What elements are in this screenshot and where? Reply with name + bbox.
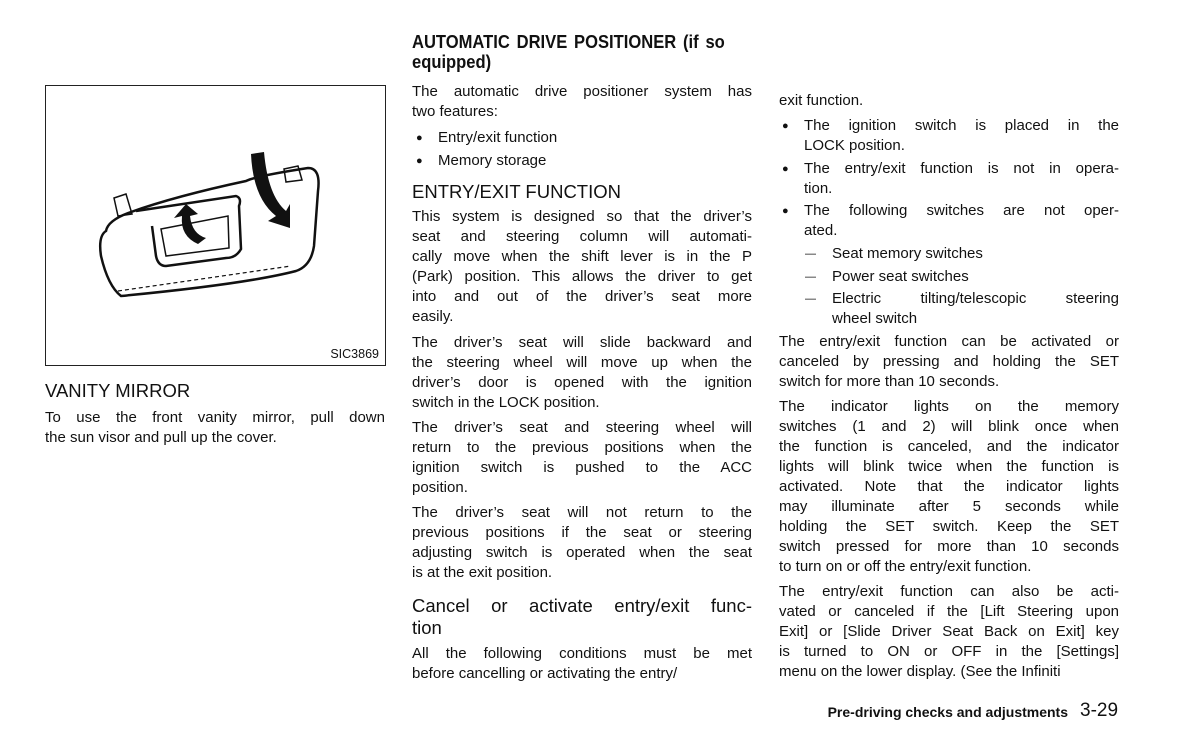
text-line: The indicator lights on the memory: [779, 398, 1119, 415]
bullet-icon: ●: [782, 163, 789, 175]
paragraph: [412, 503, 752, 583]
text-line: menu on the lower display. (See the Infiniti: [779, 663, 1061, 680]
heading-automatic-drive-positioner: [412, 32, 725, 72]
text-line: vated or canceled if the [Lift Steering upon: [779, 603, 1119, 620]
text-line: tion.: [804, 180, 833, 197]
text-line: previous positions if the seat or steering: [412, 524, 752, 541]
text-line: (Park) position. This allows the driver to get: [412, 268, 752, 285]
paragraph: [412, 207, 752, 327]
text-line: switch for more than 10 seconds.: [779, 373, 1000, 390]
heading-vanity-mirror: [45, 380, 385, 402]
text-line: To use the front vanity mirror, pull down: [45, 409, 385, 426]
text-line: The automatic drive positioner system has: [412, 83, 752, 100]
up-arrow-icon: [174, 204, 206, 244]
dash-item: [805, 244, 1119, 264]
text-line: activated. Note that the indicator lights: [779, 478, 1119, 495]
text-line: cally move when the shift lever is in the P: [412, 248, 752, 265]
text-line: return to the previous positions when the: [412, 439, 752, 456]
text-line: tion: [412, 617, 442, 638]
heading-cancel-or-activate: [412, 595, 752, 639]
paragraph: [412, 644, 752, 684]
text-line: two features:: [412, 103, 498, 120]
dash-icon: —: [805, 271, 816, 283]
heading-entry-exit-function: [412, 181, 752, 203]
text-line: exit function.: [779, 92, 864, 109]
bullet-item: [416, 128, 752, 148]
bullet-item: [416, 151, 752, 171]
text-line: ignition switch is pushed to the ACC: [412, 459, 752, 476]
text-line: Power seat switches: [832, 268, 969, 285]
bullet-icon: ●: [782, 120, 789, 132]
text-line: equipped): [412, 52, 492, 72]
text-line: easily.: [412, 308, 454, 325]
bullet-item: [782, 116, 1119, 156]
text-line: ated.: [804, 222, 838, 239]
text-line: VANITY MIRROR: [45, 380, 191, 401]
text-line: All the following conditions must be met: [412, 645, 752, 662]
bullet-item: [782, 201, 1119, 241]
paragraph: [412, 82, 752, 122]
bullet-icon: ●: [416, 155, 423, 167]
figure-label: SIC3869: [330, 347, 379, 361]
dash-icon: —: [805, 293, 816, 305]
text-line: LOCK position.: [804, 137, 905, 154]
sun-visor-illustration: [45, 85, 386, 366]
dash-item: [805, 267, 1119, 287]
text-line: The driver’s seat and steering wheel will: [412, 419, 752, 436]
text-line: Entry/exit function: [438, 129, 558, 146]
text-line: The ignition switch is placed in the: [804, 117, 1119, 134]
paragraph: [779, 91, 1119, 111]
text-line: lights will blink twice when the function is: [779, 458, 1119, 475]
dash-icon: —: [805, 248, 816, 260]
text-line: The entry/exit function can also be acti-: [779, 583, 1119, 600]
vanity-mirror-paragraph: [45, 408, 385, 448]
bullet-icon: ●: [782, 205, 789, 217]
bullet-item: [782, 159, 1119, 199]
down-arrow-icon: [251, 152, 290, 228]
paragraph: [412, 418, 752, 498]
text-line: the function is canceled, and the indicator: [779, 438, 1119, 455]
text-line: to turn on or off the entry/exit function.: [779, 558, 1032, 575]
text-line: The entry/exit function can be activated or: [779, 333, 1119, 350]
sun-visor-drawing: [46, 86, 385, 365]
dash-item: [805, 289, 1119, 329]
paragraph: [412, 333, 752, 413]
text-line: The entry/exit function is not in opera-: [804, 160, 1119, 177]
text-line: This system is designed so that the driver’s: [412, 208, 752, 225]
text-line: The following switches are not oper-: [804, 202, 1119, 219]
text-line: is turned to ON or OFF in the [Settings]: [779, 643, 1119, 660]
text-line: switch pressed for more than 10 seconds: [779, 538, 1119, 555]
text-line: Exit] or [Slide Driver Seat Back on Exit] key: [779, 623, 1119, 640]
text-line: Electric tilting/telescopic steering: [832, 290, 1119, 307]
text-line: is at the exit position.: [412, 564, 553, 581]
text-line: may illuminate after 5 seconds while: [779, 498, 1119, 515]
text-line: the sun visor and pull up the cover.: [45, 429, 277, 446]
paragraph: [779, 582, 1119, 682]
text-line: switch in the LOCK position.: [412, 394, 600, 411]
text-line: Seat memory switches: [832, 245, 983, 262]
text-line: The driver’s seat will not return to the: [412, 504, 752, 521]
paragraph: [779, 332, 1119, 392]
footer-section-title: Pre-driving checks and adjustments: [827, 704, 1068, 720]
text-line: switches (1 and 2) will blink once when: [779, 418, 1119, 435]
text-line: position.: [412, 479, 468, 496]
text-line: AUTOMATIC DRIVE POSITIONER (if so: [412, 32, 725, 52]
text-line: into and out of the driver’s seat more: [412, 288, 752, 305]
text-line: seat and steering column will automati-: [412, 228, 752, 245]
text-line: wheel switch: [832, 310, 918, 327]
text-line: ENTRY/EXIT FUNCTION: [412, 181, 622, 202]
text-line: canceled by pressing and holding the SET: [779, 353, 1119, 370]
text-line: before cancelling or activating the entry/: [412, 665, 678, 682]
page-number: 3-29: [1080, 700, 1119, 721]
text-line: Memory storage: [438, 152, 547, 169]
text-line: holding the SET switch. Keep the SET: [779, 518, 1119, 535]
text-line: The driver’s seat will slide backward and: [412, 334, 752, 351]
paragraph: [779, 397, 1119, 577]
text-line: driver’s door is opened with the ignition: [412, 374, 752, 391]
text-line: Cancel or activate entry/exit func-: [412, 595, 752, 616]
bullet-icon: ●: [416, 132, 423, 144]
text-line: adjusting switch is operated when the seat: [412, 544, 752, 561]
text-line: the steering wheel will move up when the: [412, 354, 752, 371]
